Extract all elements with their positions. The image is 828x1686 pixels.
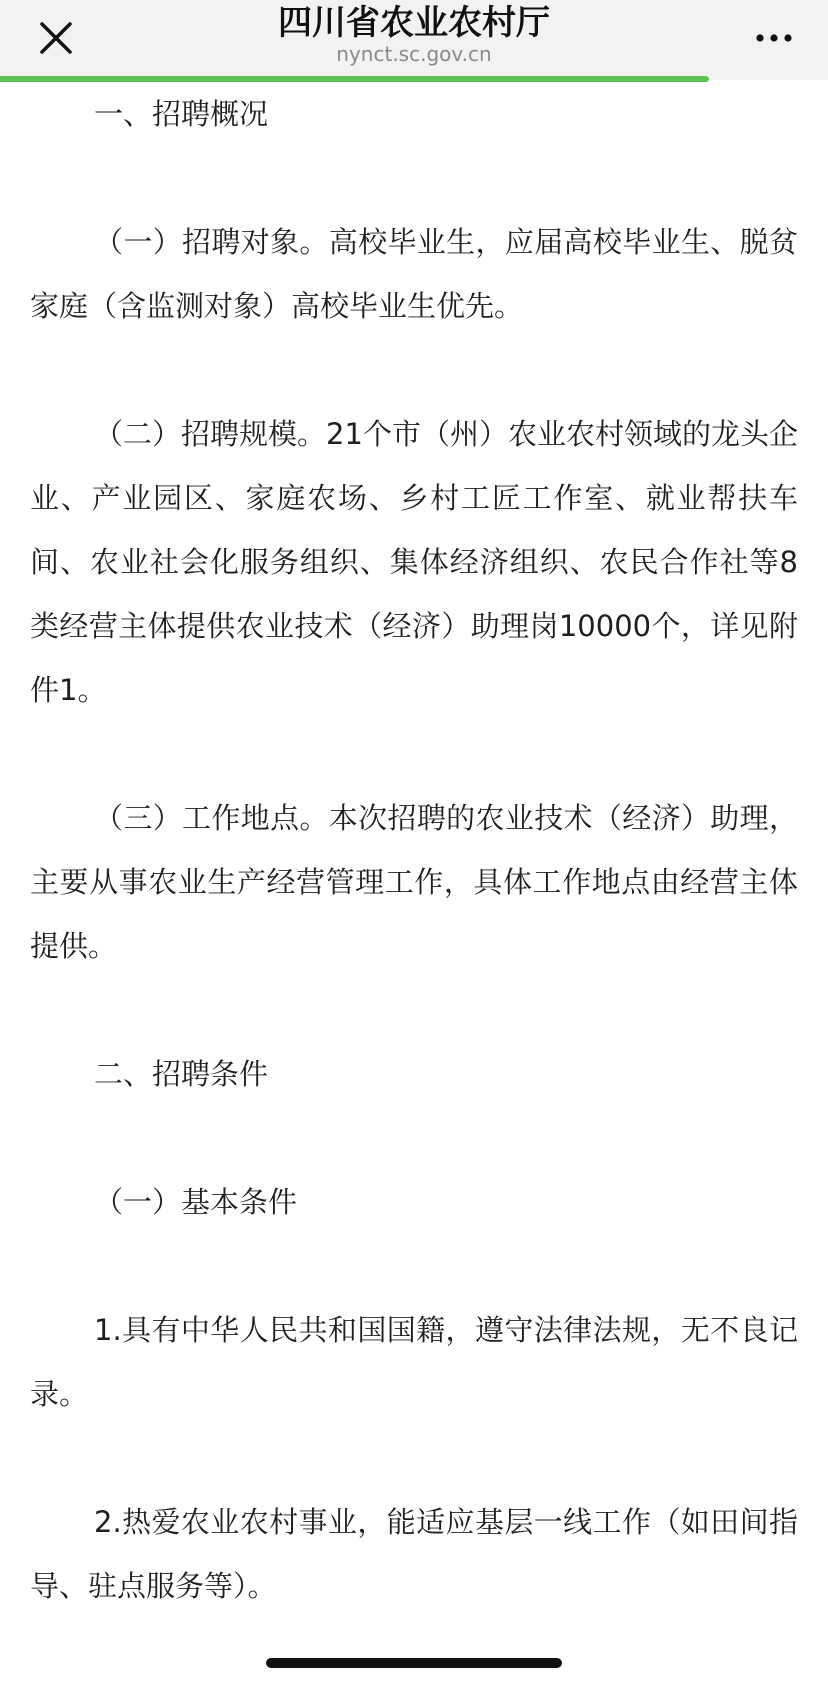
home-indicator[interactable] xyxy=(266,1658,562,1668)
article-body xyxy=(30,82,798,1682)
close-button[interactable] xyxy=(28,10,84,66)
paragraph-work-location: （三）工作地点。本次招聘的农业技术（经济）助理，主要从事农业生产经营管理工作，具体工作地点由经营主体提供。 xyxy=(30,801,798,963)
paragraph-recruitment-scale: （二）招聘规模。21个市（州）农业农村领域的龙头企业、产业园区、家庭农场、乡村工匠工作室、就业帮扶车间、农业社会化服务组织、集体经济组织、农民合作社等8类经营主体提供农业技术（经济）助理岗10000个，详见附件1。 xyxy=(30,417,798,707)
paragraph-condition-2: 2.热爱农业农村事业，能适应基层一线工作（如田间指导、驻点服务等）。 xyxy=(30,1505,798,1603)
page-title: 四川省农业农村厅 xyxy=(278,3,550,43)
paragraph-recruitment-target: （一）招聘对象。高校毕业生，应届高校毕业生、脱贫家庭（含监测对象）高校毕业生优先。 xyxy=(30,225,798,323)
close-icon xyxy=(38,20,74,56)
page-url: nynct.sc.gov.cn xyxy=(336,42,492,66)
paragraph-condition-1: 1.具有中华人民共和国国籍，遵守法律法规，无不良记录。 xyxy=(30,1313,798,1411)
subsection-heading-basic-conditions: （一）基本条件 xyxy=(94,1185,298,1219)
header-title-area xyxy=(120,2,708,66)
more-button[interactable] xyxy=(746,12,802,64)
more-horizontal-icon xyxy=(754,32,794,44)
section-heading-recruitment-conditions: 二、招聘条件 xyxy=(94,1057,269,1091)
browser-header xyxy=(0,0,828,80)
section-heading-recruitment-overview: 一、招聘概况 xyxy=(94,97,269,131)
